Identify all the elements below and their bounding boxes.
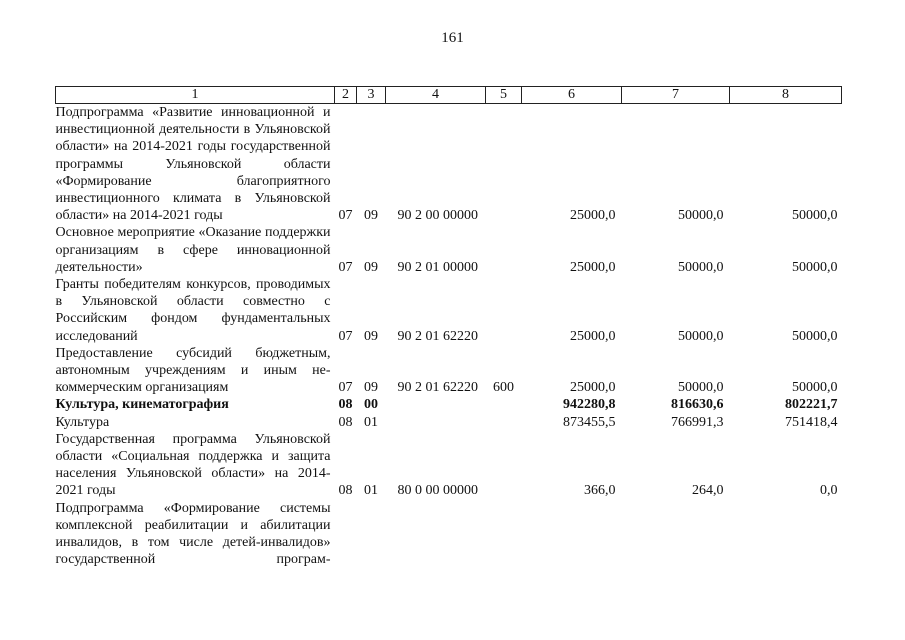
amount-year-2: 50000,0: [678, 328, 724, 344]
column-header-7: 7: [622, 87, 730, 104]
table-row: [56, 276, 842, 345]
amount-year-3: 0,0: [820, 483, 838, 499]
amount-year-1: 25000,0: [570, 380, 616, 396]
column-header-2: 2: [335, 87, 357, 104]
subsection-code: 09: [364, 328, 378, 344]
expense-type-code: [486, 104, 522, 225]
column-header-4: 4: [386, 87, 486, 104]
expense-type-code: [486, 396, 522, 413]
subsection-code: 09: [364, 208, 378, 224]
page-number: 161: [441, 30, 464, 46]
expense-type-code: 600: [493, 380, 514, 396]
row-name: Основное мероприятие «Оказание поддержки организациям в сфере инновационной деятельности»: [55, 225, 331, 275]
target-article-code: 90 2 00 00000: [397, 208, 478, 224]
section-code: 08: [338, 414, 353, 430]
row-name: Предоставление субсидий бюджетным, автономным учреждениям и иным некоммерческим организациям: [55, 345, 331, 396]
table-row: [56, 104, 842, 225]
row-name: Подпрограмма «Формирование системы комплексной реабилитации и абилитации инвалидов, в том числе детей-инвалидов» государственной програм-: [55, 500, 331, 568]
expense-type-code: [486, 224, 522, 276]
table-row: [56, 431, 842, 500]
budget-table: [55, 86, 842, 568]
section-code: 07: [338, 328, 353, 344]
column-header-6: 6: [522, 87, 622, 104]
amount-year-2: 264,0: [692, 483, 724, 499]
column-header-8: 8: [730, 87, 842, 104]
subsection-code: [357, 500, 386, 569]
expense-type-code: [486, 431, 522, 500]
table-row: [56, 414, 842, 431]
amount-year-1: 366,0: [584, 483, 616, 499]
expense-type-code: [486, 414, 522, 431]
subsection-code: 00: [364, 397, 378, 413]
amount-year-3: 50000,0: [792, 328, 838, 344]
amount-year-1: 942280,8: [563, 397, 616, 413]
amount-year-1: 25000,0: [570, 328, 616, 344]
amount-year-3: [730, 500, 842, 569]
subsection-code: 09: [364, 380, 378, 396]
amount-year-1: 25000,0: [570, 208, 616, 224]
subsection-code: 01: [364, 483, 378, 499]
amount-year-3: 50000,0: [792, 380, 838, 396]
amount-year-2: 50000,0: [678, 380, 724, 396]
column-header-1: 1: [56, 87, 335, 104]
section-code: 07: [338, 380, 353, 396]
amount-year-2: 766991,3: [671, 414, 724, 430]
target-article-code: [386, 414, 486, 431]
target-article-code: [386, 500, 486, 569]
expense-type-code: [486, 276, 522, 345]
table-body: [56, 104, 842, 569]
amount-year-1: [522, 500, 622, 569]
amount-year-3: 802221,7: [785, 397, 838, 413]
subsection-code: 01: [364, 414, 378, 430]
row-name: Культура, кинематография: [55, 397, 229, 413]
target-article-code: 90 2 01 00000: [397, 259, 478, 275]
section-code: 08: [338, 397, 353, 413]
expense-type-code: [486, 500, 522, 569]
table-row: [56, 500, 842, 569]
amount-year-2: 50000,0: [678, 259, 724, 275]
row-name: Культура: [55, 414, 110, 430]
amount-year-1: 25000,0: [570, 259, 616, 275]
row-name: Подпрограмма «Развитие инновационной и инвестиционной деятельности в Ульяновской области» на 2014-2021 годы государственной программы Ульяновской области «Формирование благоприятного инвестиционного климата в Ульяновской области» на 2014-2021 годы: [55, 105, 331, 224]
amount-year-2: 50000,0: [678, 208, 724, 224]
table-row: [56, 396, 842, 413]
header-row: [56, 87, 842, 104]
amount-year-3: 50000,0: [792, 259, 838, 275]
amount-year-2: 816630,6: [671, 397, 724, 413]
column-header-3: 3: [357, 87, 386, 104]
column-header-5: 5: [486, 87, 522, 104]
target-article-code: [386, 396, 486, 413]
amount-year-2: [622, 500, 730, 569]
amount-year-3: 50000,0: [792, 208, 838, 224]
section-code: [335, 500, 357, 569]
table-row: [56, 224, 842, 276]
amount-year-1: 873455,5: [563, 414, 616, 430]
row-name: Государственная программа Ульяновской области «Социальная поддержка и защита населения Ульяновской области» на 2014-2021 годы: [55, 431, 331, 499]
amount-year-3: 751418,4: [785, 414, 838, 430]
section-code: 08: [338, 483, 353, 499]
section-code: 07: [338, 259, 353, 275]
target-article-code: 80 0 00 00000: [397, 483, 478, 499]
table-row: [56, 345, 842, 397]
target-article-code: 90 2 01 62220: [397, 328, 478, 344]
subsection-code: 09: [364, 259, 378, 275]
target-article-code: 90 2 01 62220: [397, 380, 478, 396]
row-name: Гранты победителям конкурсов, проводимых в Ульяновской области совместно с Российским фондом фундаментальных исследований: [55, 277, 331, 344]
section-code: 07: [338, 208, 353, 224]
